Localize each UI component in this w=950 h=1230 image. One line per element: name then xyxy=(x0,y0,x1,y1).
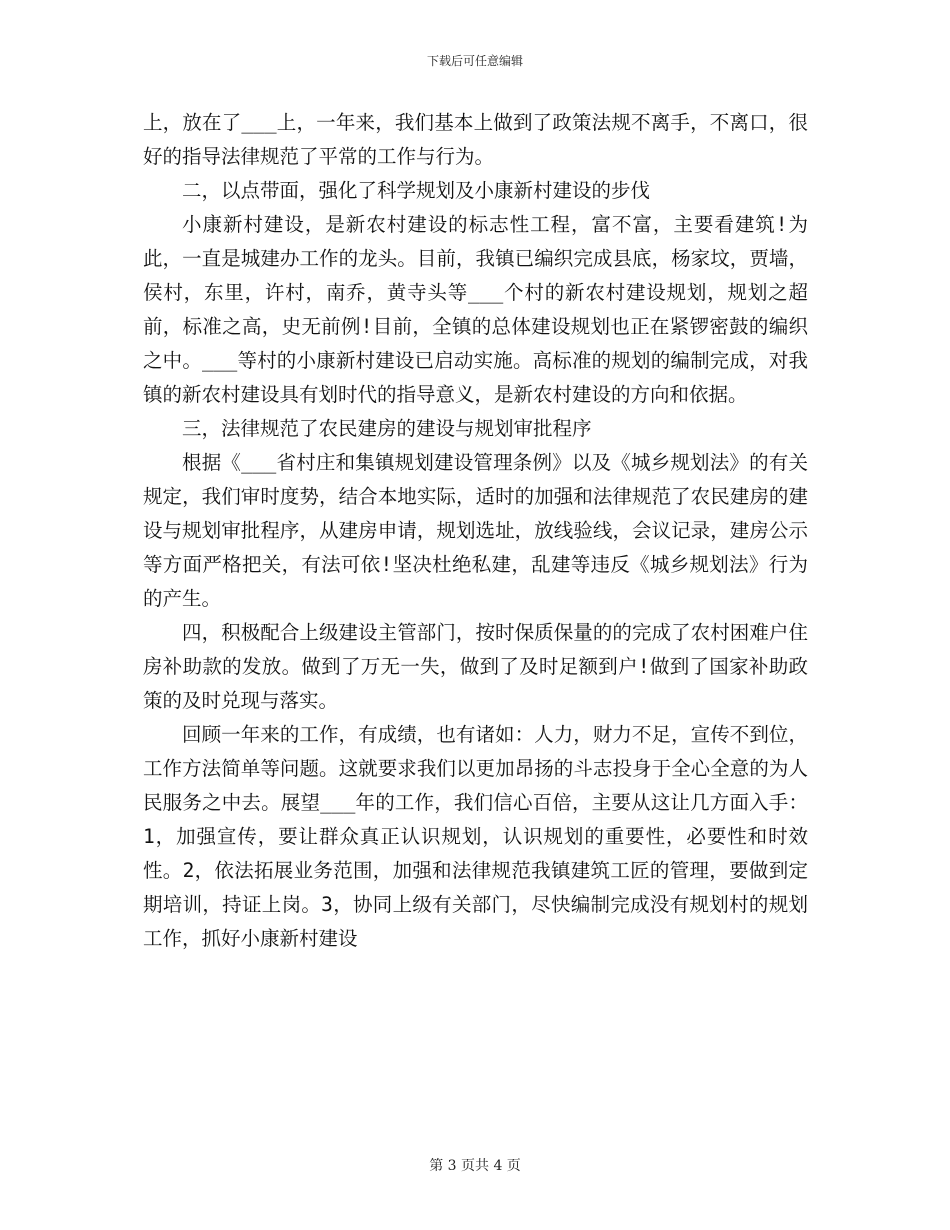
paragraph-5: 回顾一年来的工作，有成绩，也有诸如：人力，财力不足，宣传不到位，工作方法简单等问题。这就要求我们以更加昂扬的斗志投身于全心全意的为人民服务之中去。展望___年的工作，我们信心百倍，主要从这让几方面入手：1，加强宣传，要让群众真正认识规划，认识规划的重要性，必要性和时效性。2，依法拓展业务范围，加强和法律规范我镇建筑工匠的管理，要做到定期培训，持证上岗。3，协同上级有关部门，尽快编制完成没有规划村的规划工作，抓好小康新村建设 xyxy=(143,723,808,950)
page-header: 下载后可任意编辑 xyxy=(426,54,523,68)
paragraph-4: 四，积极配合上级建设主管部门，按时保质保量的的完成了农村困难户住房补助款的发放。做到了万无一失，做到了及时足额到户!做到了国家补助政策的及时兑现与落实。 xyxy=(143,621,808,712)
paragraph-2: 小康新村建设，是新农村建设的标志性工程，富不富，主要看建筑!为此，一直是城建办工作的龙头。目前，我镇已编织完成县底，杨家坟，贾墙，侯村，东里，许村，南乔，黄寺头等___个村的新农村建设规划，规划之超前，标准之高，史无前例!目前，全镇的总体建设规划也正在紧锣密鼓的编织之中。___等村的小康新村建设已启动实施。高标准的规划的编制完成，对我镇的新农村建设具有划时代的指导意义，是新农村建设的方向和依据。 xyxy=(143,213,808,406)
page-footer: 第 3 页共 4 页 xyxy=(429,1158,521,1174)
paragraph-3: 根据《___省村庄和集镇规划建设管理条例》以及《城乡规划法》的有关规定，我们审时度势，结合本地实际，适时的加强和法律规范了农民建房的建设与规划审批程序，从建房申请，规划选址，放线验线，会议记录，建房公示等方面严格把关，有法可依!坚决杜绝私建，乱建等违反《城乡规划法》行为的产生。 xyxy=(143,451,808,610)
section-heading-2: 二，以点带面，强化了科学规划及小康新村建设的步伐 xyxy=(182,179,651,202)
section-heading-3: 三，法律规范了农民建房的建设与规划审批程序 xyxy=(182,417,592,440)
paragraph-1: 上，放在了___上，一年来，我们基本上做到了政策法规不离手，不离口，很好的指导法律规范了平常的工作与行为。 xyxy=(143,111,808,168)
body-text xyxy=(143,106,808,956)
